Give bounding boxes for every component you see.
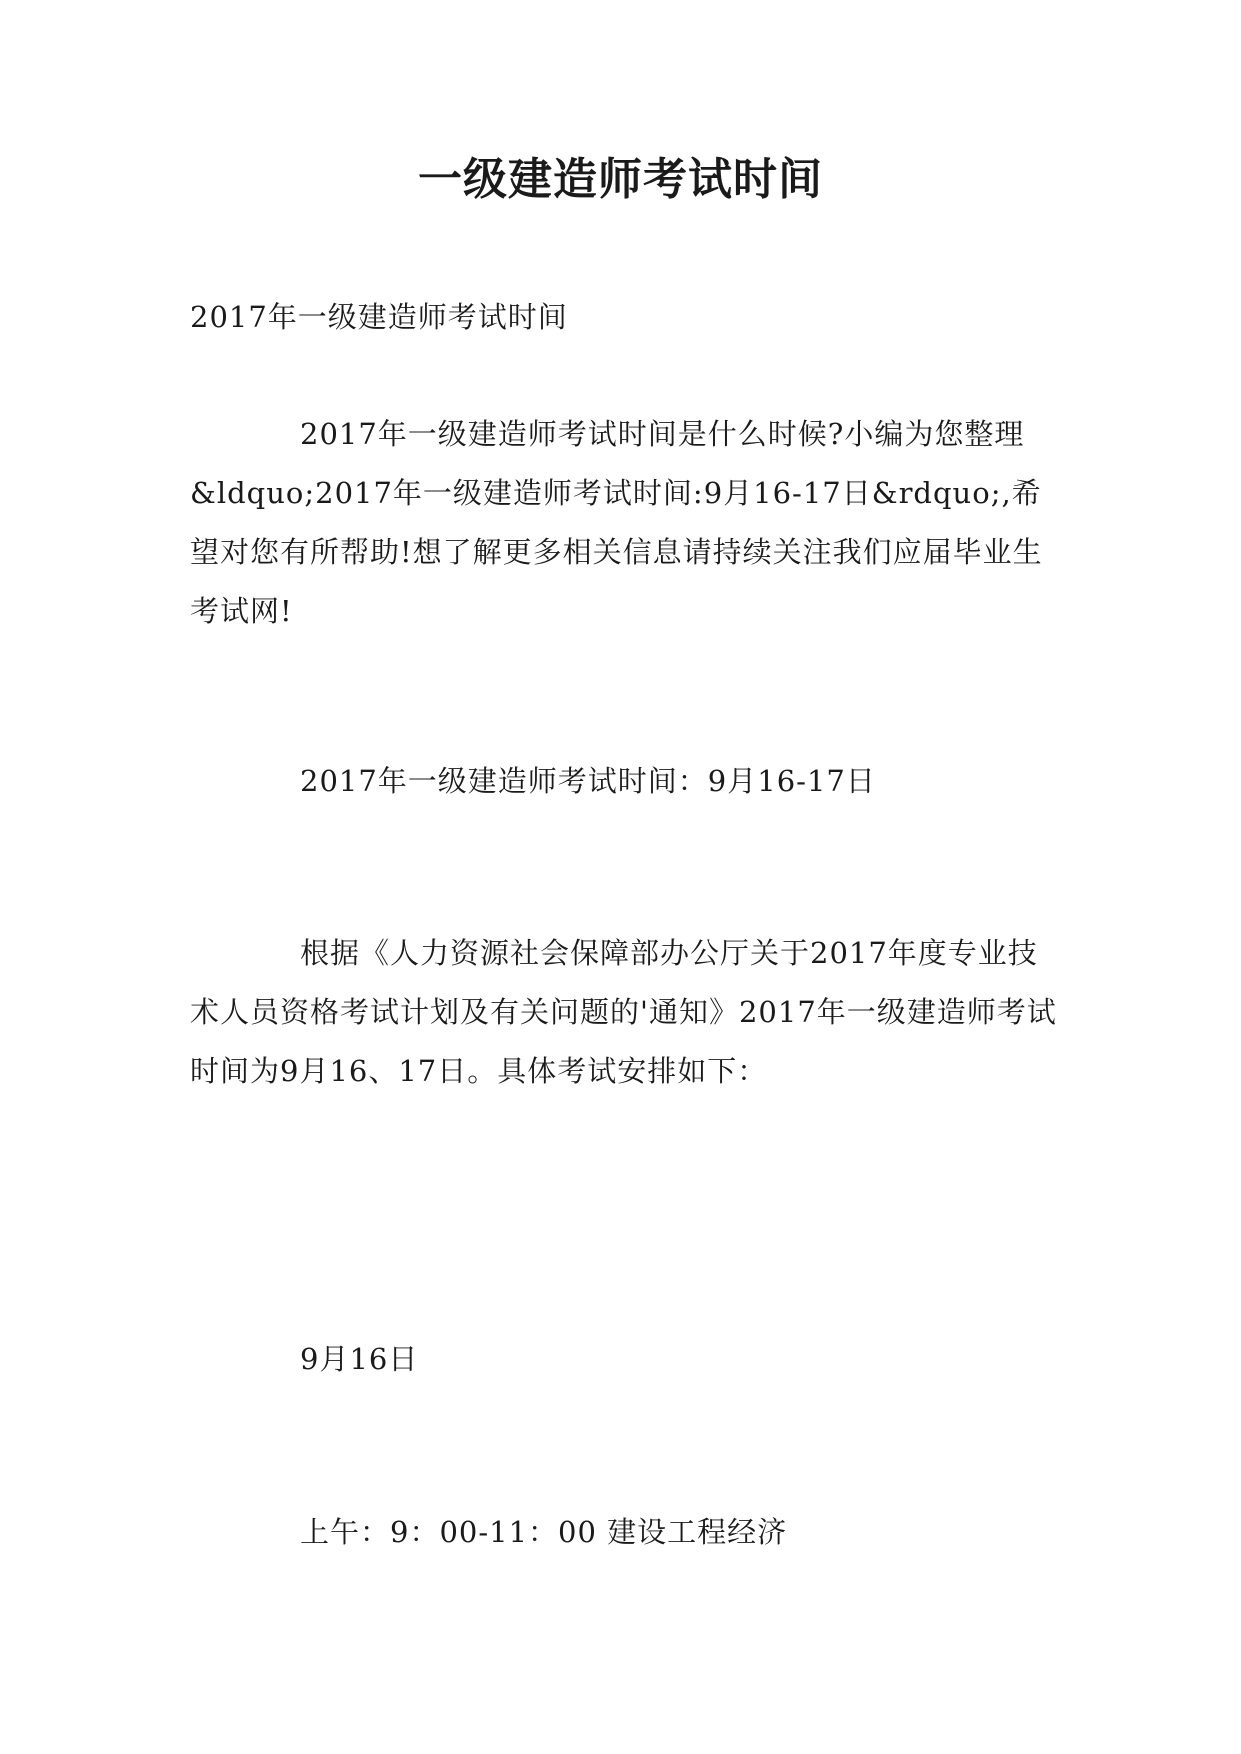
- document-title: 一级建造师考试时间: [418, 154, 823, 205]
- notice-basis-paragraph: 根据《人力资源社会保障部办公厅关于2017年度专业技术人员资格考试计划及有关问题的'通知》2017年一级建造师考试时间为9月16、17日。具体考试安排如下：: [190, 936, 1057, 1088]
- schedule-morning-session: 上午：9：00-11：00 建设工程经济: [300, 1515, 788, 1549]
- schedule-day: 9月16日: [300, 1342, 419, 1376]
- section-heading: 2017年一级建造师考试时间: [190, 300, 568, 334]
- exam-date-paragraph: 2017年一级建造师考试时间：9月16-17日: [300, 764, 876, 798]
- intro-paragraph: 2017年一级建造师考试时间是什么时候?小编为您整理&ldquo;2017年一级建造师考试时间:9月16-17日&rdquo;,希望对您有所帮助!想了解更多相关信息请持续关注我们应届毕业生考试网!: [190, 417, 1043, 628]
